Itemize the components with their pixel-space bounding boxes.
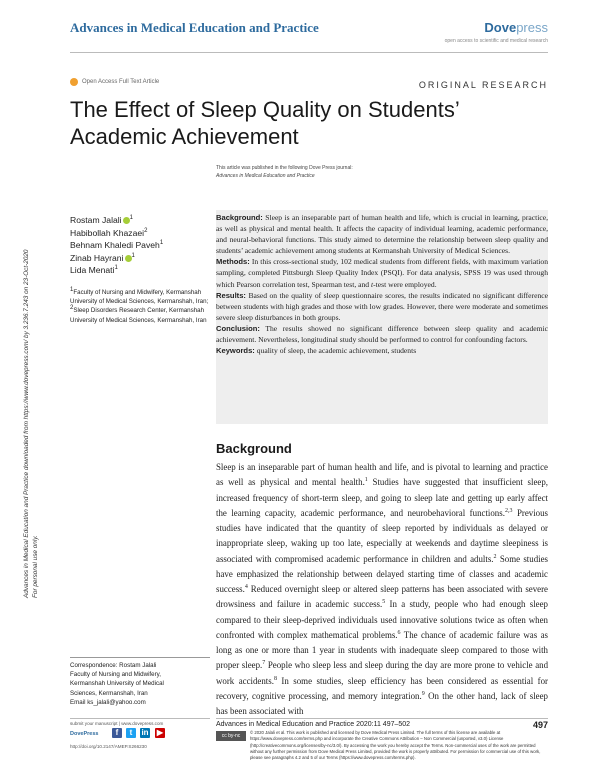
journal-name[interactable]: Advances in Medical Education and Practice	[70, 20, 319, 35]
correspondence-line: Kermanshah University of Medical	[70, 680, 164, 688]
page-number: 497	[532, 720, 548, 730]
correspondence-divider	[70, 657, 210, 658]
author-name: Habibollah Khazaei	[70, 227, 145, 238]
creative-commons-icon[interactable]: cc by-nc	[216, 731, 246, 741]
author-list	[70, 214, 210, 277]
abstract-methods-section	[216, 256, 548, 289]
abstract-results-section	[216, 290, 548, 323]
header-divider	[70, 52, 548, 53]
body-text: In some studies, sleep efficiency has been considered as essential for recovery, cognitive processing, and memory integration.	[216, 675, 548, 701]
body-text: In a study, people who had enough sleep compared to their sleep-deprived individuals used innovative solutions twice as often when confronted with complex mathematical problems.	[216, 599, 548, 640]
body-text: People who sleep less and sleep during the day are more prone to vehicle and work accidents.	[216, 660, 549, 686]
correspondence-line: Correspondence: Rostam Jalali	[70, 662, 157, 669]
correspondence-line: Faculty of Nursing and Midwifery,	[70, 671, 162, 679]
author-name: Zinab Hayrani	[70, 252, 124, 263]
open-access-label: Open Access Full Text Article	[82, 79, 160, 85]
citation-ref[interactable]: 9	[421, 691, 425, 698]
orcid-icon[interactable]	[123, 217, 130, 224]
citation-ref[interactable]: 2,3	[504, 507, 513, 514]
body-text: Reduced overnight sleep or altered sleep patterns has been associated with severe drowsiness and failure in academic success.	[216, 584, 548, 610]
author-affiliation-ref: 1	[131, 252, 135, 259]
side-notice-line-2: For personal use only.	[32, 535, 39, 598]
citation-ref[interactable]: 5	[382, 599, 386, 606]
correspondence-email[interactable]: Email ks_jalali@yahoo.com	[70, 698, 146, 706]
author-affiliation-ref: 1	[159, 240, 164, 247]
youtube-icon[interactable]: ▶	[156, 728, 164, 737]
facebook-icon[interactable]: f	[112, 728, 122, 738]
orcid-icon[interactable]	[125, 255, 132, 262]
author-item[interactable]	[70, 227, 210, 240]
section-heading-background: Background	[216, 441, 292, 456]
body-text: Previous studies have indicated that the quantity of sleep reported by individuals as delayed or inappropriate sleep, waking up too late, especially at weekends and daytime sleepiness is associated with compromised academic performance in children and adults.	[216, 507, 549, 564]
abstract-conclusion-section	[216, 323, 548, 345]
dovepress-logo[interactable]: DovePress	[70, 731, 99, 737]
publication-note-line: This article was published in the following Dove Press journal:	[216, 165, 353, 171]
doi-link[interactable]: http://doi.org/10.2147/AMEP.S266230	[70, 744, 147, 749]
publisher-logo[interactable]	[484, 20, 548, 35]
correspondence-line: Sciences, Kermanshah, Iran	[70, 689, 148, 697]
author-affiliation-ref: 1	[114, 265, 118, 272]
body-text: Some studies have emphasized the relationship between delayed starting time of classes and academic success.	[216, 553, 548, 595]
author-item[interactable]	[70, 264, 210, 277]
abstract-text: -test were employed.	[373, 279, 437, 289]
abstract-label: Conclusion:	[216, 323, 260, 333]
abstract-label: Results:	[216, 290, 246, 300]
citation-ref[interactable]: 4	[244, 584, 248, 591]
abstract	[216, 212, 548, 356]
affiliations	[70, 288, 210, 325]
article-type: ORIGINAL RESEARCH	[418, 80, 548, 90]
affiliation-2: Sleep Disorders Research Center, Kermanshah University of Medical Sciences, Kermanshah, Iran	[70, 307, 207, 324]
author-affiliation-ref: 1	[129, 215, 133, 222]
citation-ref[interactable]: 1	[364, 477, 368, 484]
citation-ref[interactable]: 6	[397, 629, 401, 636]
author-item[interactable]	[70, 252, 210, 265]
journal-citation[interactable]: Advances in Medical Education and Practice 2020:11 497–502	[216, 721, 411, 728]
license-text: © 2020 Jalali et al. This work is published and licensed by Dove Medical Press Limited. The full terms of this license are available at https://www.dovepress.com/terms.php and incorporate the Creative Commons Attribution – Non Commercial (unported, v3.0) License (http://creativecommons.org/licenses/by-nc/3.0/). By accessing the work you hereby accept the Terms. Non-commercial uses of the work are permitted without any further permission from Dove Medical Press Limited, provided the work is properly attributed. For permission for commercial use of this work, please see paragraphs 4.2 and 5 of our Terms (https://www.dovepress.com/terms.php).	[250, 730, 541, 761]
citation-ref[interactable]: 7	[262, 660, 266, 667]
open-access-icon	[70, 78, 78, 86]
author-name: Rostam Jalali	[70, 215, 122, 225]
abstract-text: Based on the quality of sleep questionnaire scores, the results indicated no significant difference between students with high grades and those with low grades. However, there were moderate and sometimes severe sleep disturbances in both groups.	[216, 290, 548, 322]
author-affiliation-ref: 2	[144, 227, 148, 234]
footer-divider	[216, 718, 548, 719]
body-text: The chance of academic failure was as long as one or more than 1 year in students with inadequate sleep compared to those with proper sleep.	[216, 629, 548, 671]
abstract-text-italic: t	[371, 279, 374, 289]
publisher-tagline: open access to scientific and medical research	[444, 38, 548, 44]
publication-note-journal[interactable]: Advances in Medical Education and Practice	[216, 173, 315, 179]
abstract-text: The results showed no significant difference between sleep quality and academic achievement. Nevertheless, longitudinal study should be performed to control for confounding factors.	[216, 323, 548, 345]
background-paragraph	[216, 460, 548, 720]
abstract-label: Methods:	[216, 257, 250, 267]
abstract-text: Sleep is an inseparable part of human health and life, which is crucial in learning, practice, as well as physical and mental health. It affects the capacity of individual learning, academic performance, and neural-behavioral functions. This study aimed to determine the relationship between sleep quality and students’ academic achievement among students at Kermanshah University of Medical Sciences.	[216, 213, 548, 256]
affiliation-ref: 2	[70, 305, 74, 312]
correspondence	[70, 661, 210, 707]
citation-ref[interactable]: 8	[273, 675, 277, 682]
twitter-icon[interactable]: t	[126, 728, 136, 738]
affiliation-1: Faculty of Nursing and Midwifery, Kermanshah University of Medical Sciences, Kermanshah, Iran;	[70, 289, 209, 306]
submit-manuscript-link[interactable]: submit your manuscript | www.dovepress.com	[70, 721, 164, 726]
publisher-logo-light: press	[516, 20, 548, 35]
affiliation-ref: 1	[70, 286, 74, 293]
footer-divider	[70, 718, 210, 719]
publication-note	[216, 164, 416, 180]
body-text: Sleep is an inseparable part of human health and life, and is pivotal to learning and practice as well as physical and mental health.	[216, 462, 548, 488]
body-text: On the other hand, lack of sleep has been associated with	[216, 690, 548, 717]
author-item[interactable]	[70, 239, 210, 252]
side-download-notice	[4, 130, 44, 600]
author-name: Lida Menati	[70, 265, 115, 276]
publisher-logo-bold: Dove	[484, 20, 517, 35]
side-notice-line-1: Advances in Medical Education and Practice downloaded from https://www.dovepress.com/ by 3.236.7.243 on 23-Oct-2020	[23, 249, 30, 598]
abstract-background-section	[216, 212, 548, 256]
linkedin-icon[interactable]: in	[141, 728, 149, 737]
abstract-keywords-section	[216, 345, 548, 356]
citation-ref[interactable]: 2	[493, 553, 497, 560]
abstract-text: quality of sleep, the academic achievement, students	[256, 346, 417, 356]
open-access-row	[70, 78, 159, 86]
author-item[interactable]	[70, 214, 210, 227]
abstract-label: Keywords:	[216, 346, 255, 356]
abstract-label: Background:	[216, 213, 263, 222]
author-name: Behnam Khaledi Paveh	[70, 240, 160, 251]
abstract-text: In this cross-sectional study, 102 medical students from different fields, with maximum variation sampling, completed Pittsburgh Sleep Quality Index (PSQI). For data analysis, SPSS 19 was used through which Pearson correlation test, Spearman test, and	[216, 257, 549, 289]
body-text: Studies have suggested that insufficient sleep, increased frequency of short-term sleep, and going to sleep late and getting up early affect the learning capacity, academic performance, and neurobehavioral functions.	[216, 477, 548, 518]
article-title: The Effect of Sleep Quality on Students’ Academic Achievement	[70, 97, 459, 149]
